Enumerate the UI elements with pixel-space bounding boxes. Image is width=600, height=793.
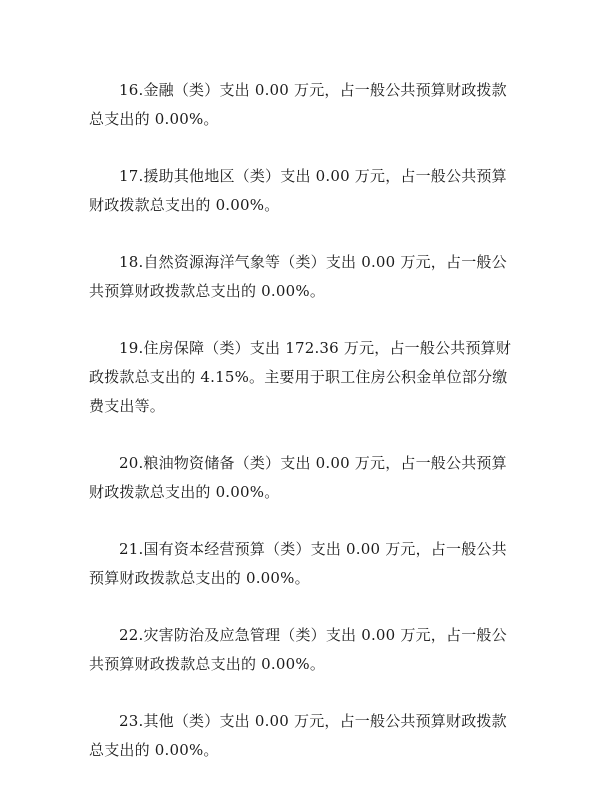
paragraph-19: 19.住房保障（类）支出 172.36 万元，占一般公共预算财政拨款总支出的 4.15%。主要用于职工住房公积金单位部分缴费支出等。 [89,339,512,415]
paragraph-18: 18.自然资源海洋气象等（类）支出 0.00 万元，占一般公共预算财政拨款总支出的 0.00%。 [89,253,507,300]
paragraph-20: 20.粮油物资储备（类）支出 0.00 万元，占一般公共预算财政拨款总支出的 0.00%。 [89,454,507,501]
paragraph-16: 16.金融（类）支出 0.00 万元，占一般公共预算财政拨款总支出的 0.00%。 [89,81,507,128]
paragraph-23: 23.其他（类）支出 0.00 万元，占一般公共预算财政拨款总支出的 0.00%。 [89,712,507,759]
paragraph-21: 21.国有资本经营预算（类）支出 0.00 万元，占一般公共预算财政拨款总支出的 0.00%。 [89,540,507,587]
paragraph-17: 17.援助其他地区（类）支出 0.00 万元，占一般公共预算财政拨款总支出的 0.00%。 [89,167,507,214]
paragraph-22: 22.灾害防治及应急管理（类）支出 0.00 万元，占一般公共预算财政拨款总支出的 0.00%。 [89,626,507,673]
document-body [89,76,519,793]
